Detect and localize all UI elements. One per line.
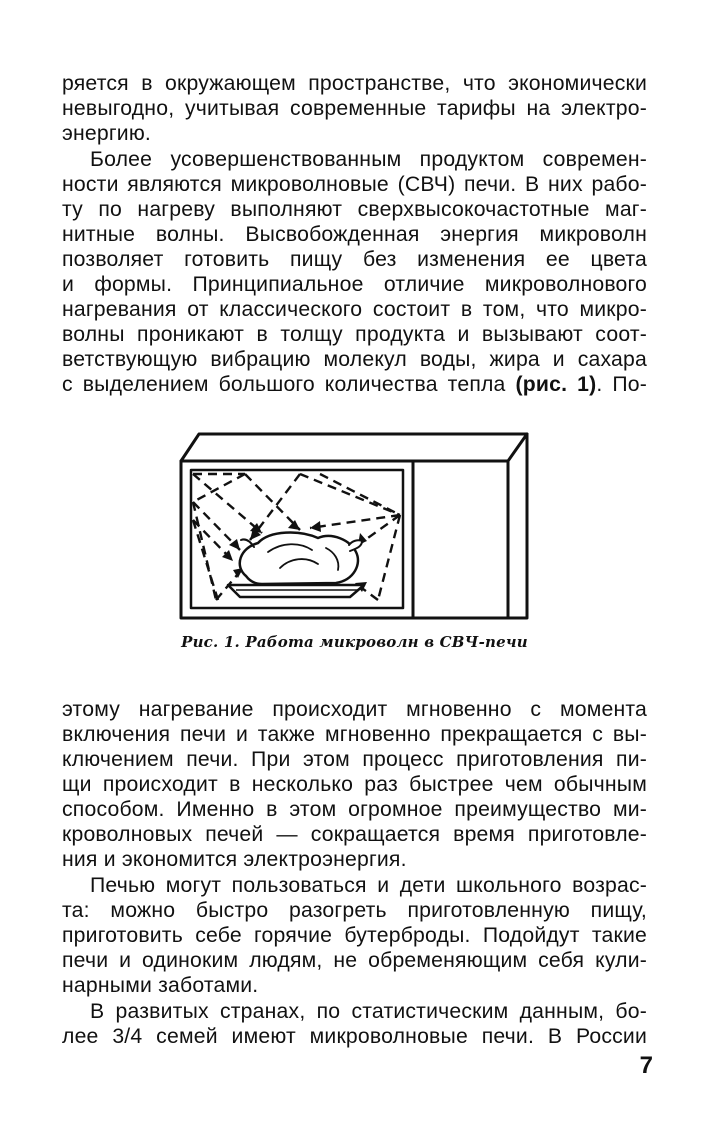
paragraph-line: этому нагревание происходит мгновенно с момента — [62, 698, 647, 721]
chicken — [240, 533, 362, 584]
paragraph-line: ту по нагреву выполняют сверхвысокочастотные маг- — [62, 198, 647, 221]
paragraph-line: нагревания от классического состоит в том, что микро- — [62, 298, 647, 321]
paragraph-line: Печью могут пользоваться и дети школьного возрас- — [90, 874, 647, 897]
microwave-ray — [300, 474, 400, 515]
arrowhead — [288, 520, 300, 530]
paragraph-line: и формы. Принципиальное отличие микроволнового — [62, 273, 647, 296]
paragraph-line: щи происходит в несколько раз быстрее чем обычным — [62, 773, 647, 796]
oven-side-edge — [508, 434, 527, 461]
paragraph-line: та: можно быстро разогреть приготовленную пищу, — [62, 899, 647, 922]
paragraph-line: волны проникают в толщу продукта и вызывают соот- — [62, 323, 647, 346]
paragraph-line: ключением печи. При этом процесс приготовления пи- — [62, 748, 647, 771]
paragraph-line: лее 3/4 семей имеют микроволновые печи. В России — [62, 1025, 647, 1048]
paragraph-line: энергию. — [62, 122, 152, 145]
paragraph-line: ности являются микроволновые (СВЧ) печи. В них рабо- — [62, 173, 647, 196]
dish — [228, 585, 364, 597]
paragraph-line: приготовить себе горячие бутерброды. Подойдут такие — [62, 924, 647, 947]
paragraph-line: Более усовершенствованным продуктом современ- — [90, 148, 647, 171]
paragraph-line: ветствующую вибрацию молекул воды, жира и сахара — [62, 348, 647, 371]
paragraph-line: нарными заботами. — [62, 974, 259, 997]
paragraph-line: позволяет готовить пищу без изменения ее цвета — [62, 248, 647, 271]
paragraph-line: В развитых странах, по статистическим данным, бо- — [90, 1000, 647, 1023]
page-number: 7 — [639, 1052, 653, 1079]
line-text: . По- — [596, 373, 648, 396]
paragraph-line: печи и одиноким людям, не обременяющим себя кули- — [62, 949, 647, 972]
paragraph-line: ряется в окружающем пространстве, что экономически — [62, 72, 647, 95]
microwave-ray — [245, 474, 300, 530]
paragraph-line: кроволновых печей — сокращается время приготовле- — [62, 823, 647, 846]
line-text: с выделением большого количества тепла — [62, 373, 516, 396]
paragraph-line: включения печи и также мгновенно прекращается с вы- — [62, 723, 647, 746]
microwave-ray — [320, 474, 400, 515]
paragraph-line: способом. Именно в этом огромное преимущество ми- — [62, 798, 647, 821]
paragraph-line: ния и экономится электроэнергия. — [62, 848, 407, 871]
figure-reference: (рис. 1) — [515, 373, 597, 396]
arrowhead — [222, 550, 233, 561]
paragraph-line: невыгодно, учитывая современные тарифы на электро- — [62, 97, 647, 120]
figure-caption: Рис. 1. Работа микроволн в СВЧ-печи — [181, 633, 528, 651]
paragraph-line: нитные волны. Высвобожденная энергия микроволн — [62, 223, 647, 246]
arrowhead — [310, 521, 321, 532]
